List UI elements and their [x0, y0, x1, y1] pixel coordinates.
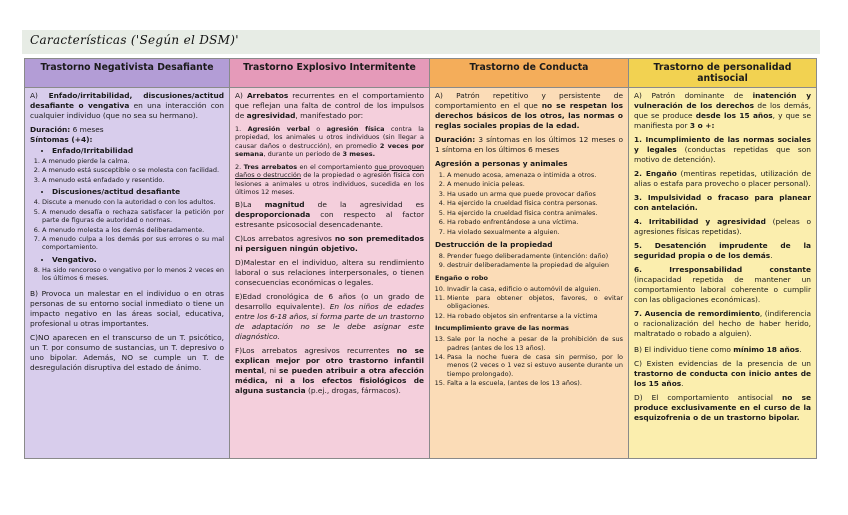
list-item: 6. Ha robado enfrentándose a una víctima. [447, 218, 623, 226]
criterion-f: F)Los arrebatos agresivos recurrentes no se explican mejor por otro trastorno infantil mental, ni se pueden atribuir a otra afección médica, ni a los efectos fisiológicos de alguna sustancia (p.ej., drogas, fármacos). [235, 346, 424, 396]
list-item: 4. Discute a menudo con la autoridad o con los adultos. [42, 198, 224, 206]
section-heading: Engaño o robo [435, 273, 488, 282]
list-item: 15. Falta a la escuela, (antes de los 13 años). [447, 379, 623, 387]
list-item: 6. A menudo molesta a los demás deliberadamente. [42, 226, 224, 234]
list-item: 5. A menudo desafía o rechaza satisfacer la petición por parte de figuras de autoridad o normas. [42, 208, 224, 225]
section-heading: Agresión a personas y animales [435, 158, 568, 168]
list-item: 4. Ha ejercido la crueldad física contra personas. [447, 199, 623, 207]
criterion-c: C) Existen evidencias de la presencia de un trastorno de conducta con inicio antes de los 15 años. [634, 358, 811, 388]
list-item: 5. Desatención imprudente de la seguridad propia o de los demás. [634, 240, 811, 260]
list-item: 10. Invadir la casa, edificio o automóvil de alguien. [447, 285, 623, 293]
criterion-d: D) El comportamiento antisocial no se produce exclusivamente en el curso de la esquizofrenia o de un trastorno bipolar. [634, 392, 811, 422]
group-heading: • Enfado/Irritabilidad [52, 146, 224, 156]
symptoms-label: Síntomas (+4): [30, 134, 93, 144]
list-item: 1. Incumplimiento de las normas sociales y legales (conductas repetidas que son motivo de detención). [634, 134, 811, 164]
list-item: 2. A menudo inicia peleas. [447, 180, 623, 188]
list-item: 2. A menudo está susceptible o se molesta con facilidad. [42, 166, 224, 174]
list-item: 3. Ha usado un arma que puede provocar daños [447, 190, 623, 198]
header-row [25, 59, 817, 88]
criterion-a: A) Arrebatos recurrentes en el comportamiento que reflejan una falta de control de los impulsos de agresividad, manifestado por: [235, 91, 424, 120]
section-heading: Destrucción de la propiedad [435, 239, 553, 249]
criterion-c: C)NO aparecen en el transcurso de un T. psicótico, un T. por consumo de sustancias, un T. depresivo o uno bipolar. Además, NO se cumple un T. de desregulación disruptiva del estado de ánimo. [30, 332, 224, 372]
header-antisocial: Trastorno de personalidad antisocial [629, 59, 817, 88]
list-item: 1. A menudo pierde la calma. [42, 157, 224, 165]
cell-negativista [25, 88, 230, 459]
header-explosivo: Trastorno Explosivo Intermitente [230, 59, 430, 88]
content-row [25, 88, 817, 459]
list-item: 7. A menudo culpa a los demás por sus errores o su mal comportamiento. [42, 235, 224, 252]
list-item: 7. Ausencia de remordimiento, (indiferencia o racionalización del hecho de haber herido, maltratado o robado a alguien). [634, 308, 811, 338]
header-negativista: Trastorno Negativista Desafiante [25, 59, 230, 88]
duration: Duración: 3 síntomas en los últimos 12 meses o 1 síntoma en los últimos 6 meses [435, 134, 623, 154]
criterion-a: A) Patrón repetitivo y persistente de comportamiento en el que no se respetan los derechos básicos de los otros, las normas o reglas sociales propias de la edad. [435, 91, 623, 130]
list-item: 1. A menudo acosa, amenaza o intimida a otros. [447, 171, 623, 179]
list-item: 4. Irritabilidad y agresividad (peleas o agresiones físicas repetidas). [634, 216, 811, 236]
list-item: 6. Irresponsabilidad constante (incapacidad repetida de mantener un comportamiento laboral coherente o cumplir con las obligaciones económicas). [634, 264, 811, 304]
cell-conducta [430, 88, 629, 459]
list-item: 3. A menudo está enfadado y resentido. [42, 176, 224, 184]
criterion-e: E)Edad cronológica de 6 años (o un grado de desarrollo equivalente). En los niños de edades entre los 6-18 años, si forma parte de un trastorno de adaptación no se le debe asignar este diagnóstico. [235, 292, 424, 342]
list-item: 12. Ha robado objetos sin enfrentarse a la víctima [447, 312, 623, 320]
header-conducta: Trastorno de Conducta [430, 59, 629, 88]
duration: Duración: 6 meses [30, 124, 104, 134]
list-item: 11. Miente para obtener objetos, favores, o evitar obligaciones. [447, 294, 623, 311]
list-item: 2. Engaño (mentiras repetidas, utilización de alias o estafa para provecho o placer personal). [634, 168, 811, 188]
list-item: 3. Impulsividad o fracaso para planear con antelación. [634, 192, 812, 212]
list-item: 2. Tres arrebatos en el comportamiento que provoquen daños o destrucción de la propiedad o agresión física con lesiones a animales u otros individuos, sucedida en los últimos 12 meses. [235, 162, 425, 197]
cell-antisocial [629, 88, 817, 459]
list-item: 7. Ha violado sexualmente a alguien. [447, 228, 623, 236]
criterion-a: A) Patrón dominante de inatención y vulneración de los derechos de los demás, que se produce desde los 15 años, y que se manifiesta por 3 o +: [634, 91, 812, 130]
criterion-d: D)Malestar en el individuo, altera su rendimiento laboral o sus relaciones interpersonales, o tienen consecuencias económicas o legales. [235, 258, 424, 288]
criterion-c: C)Los arrebatos agresivos no son premeditados ni persiguen ningún objetivo. [235, 234, 424, 254]
list-item: 5. Ha ejercido la crueldad física contra animales. [447, 209, 623, 217]
section-heading: Incumplimiento grave de las normas [435, 324, 569, 333]
list-item: 14. Pasa la noche fuera de casa sin permiso, por lo menos (2 veces o 1 vez si estuvo ausente durante un tiempo prolongado). [447, 353, 623, 378]
comparison-table [24, 58, 817, 459]
criterion-b: B) Provoca un malestar en el individuo o en otras personas de su entorno social inmediato o tiene un impacto negativo en las áreas social, educativa, profesional u otras importantes. [30, 288, 224, 328]
group-heading: • Discusiones/actitud desafiante [52, 187, 224, 197]
group-heading: • Vengativo. [52, 255, 224, 265]
title-bar [22, 30, 820, 54]
criterion-b: B)La magnitud de la agresividad es desproporcionada con respecto al factor estresante psicosocial desencadenante. [235, 200, 424, 230]
list-item: 13. Sale por la noche a pesar de la prohibición de sus padres (antes de los 13 años). [447, 335, 623, 352]
page-title: Características ('Según el DSM)' [30, 33, 239, 47]
list-item: 1. Agresión verbal o agresión física contra la propiedad, los animales u otros individuos (sin llegar a causar daños o destrucción), en promedio 2 veces por semana, durante un periodo de 3 meses. [235, 124, 425, 159]
criterion-a: A) Enfado/irritabilidad, discusiones/actitud desafiante o vengativa en una interacción con cualquier individuo (que no sea su hermano). [30, 91, 224, 120]
list-item: 8. Prender fuego deliberadamente (intención: daño) [447, 252, 623, 260]
criterion-b: B) El individuo tiene como mínimo 18 años. [634, 344, 802, 354]
list-item: 8. Ha sido rencoroso o vengativo por lo menos 2 veces en los últimos 6 meses. [42, 266, 224, 283]
cell-explosivo [230, 88, 430, 459]
list-item: 9. destruir deliberadamente la propiedad de alguien [447, 261, 623, 269]
